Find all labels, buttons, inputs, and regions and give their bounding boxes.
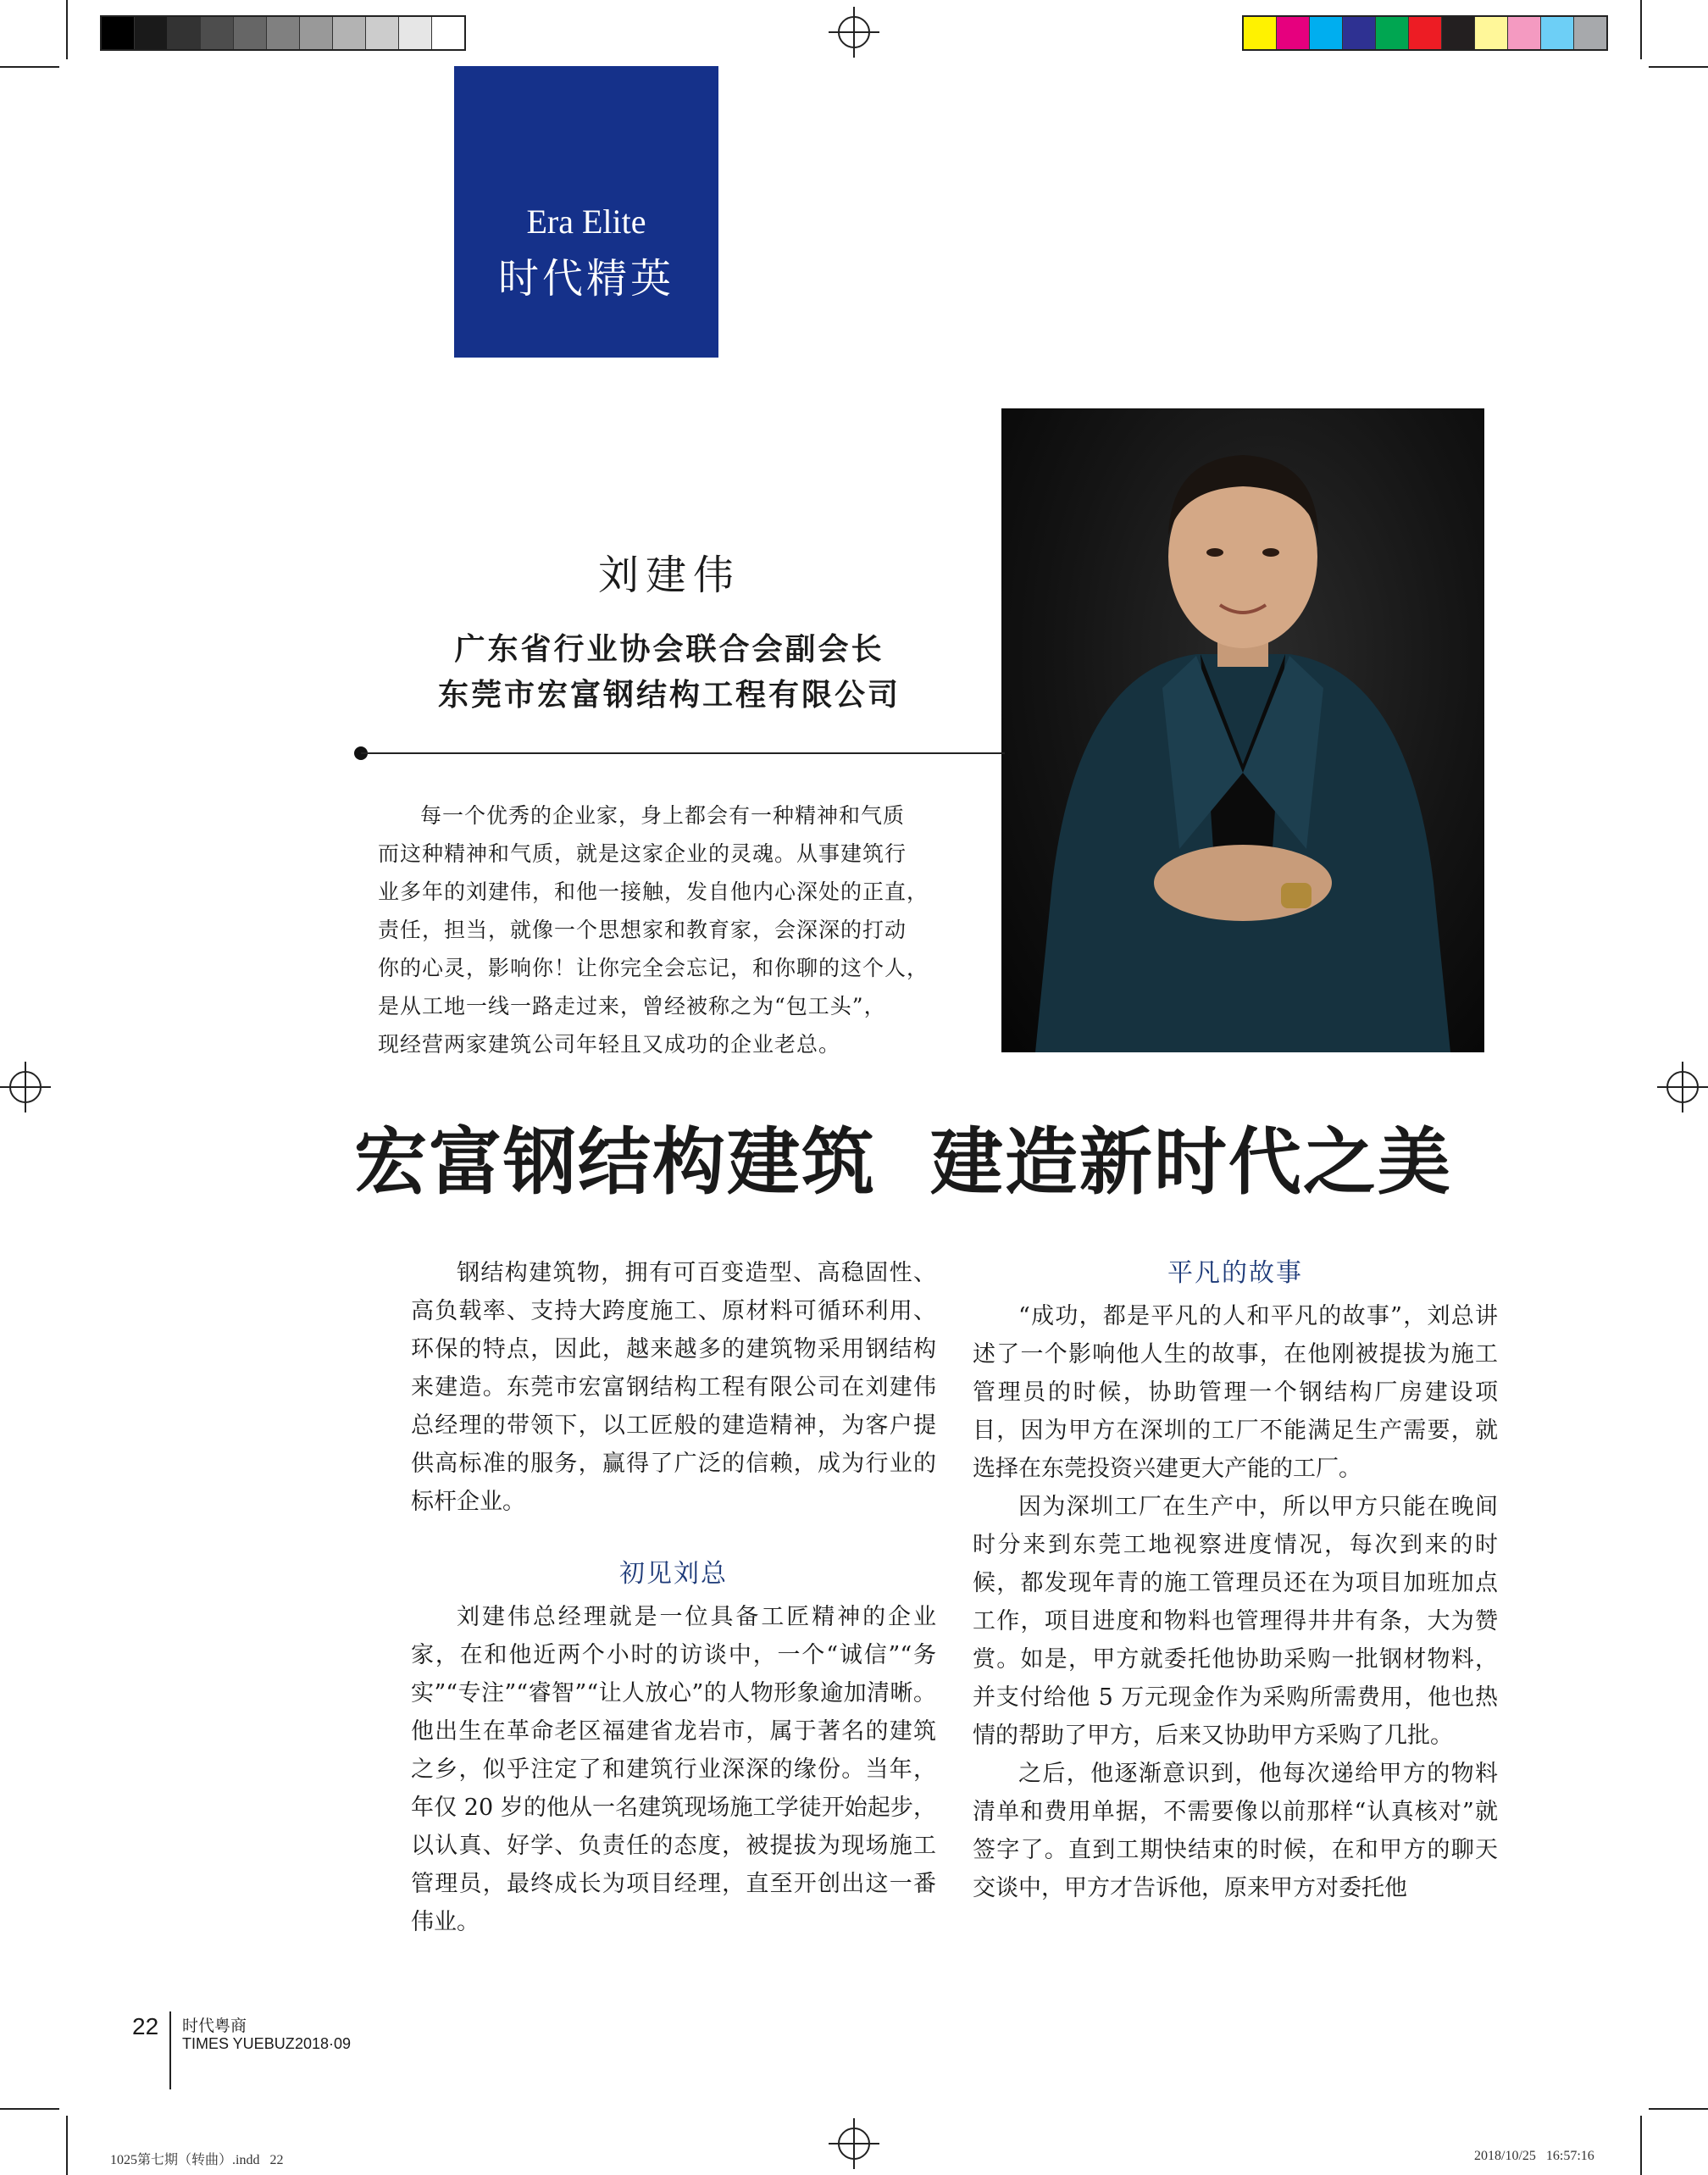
person-title-line1: 广东省行业协会联合会副会长 bbox=[454, 631, 884, 667]
person-name: 刘建伟 bbox=[597, 552, 740, 599]
color-swatch bbox=[135, 17, 168, 49]
color-swatch bbox=[234, 17, 267, 49]
section-subhead: 初见刘总 bbox=[619, 1559, 728, 1589]
crop-mark bbox=[0, 66, 59, 68]
color-swatch bbox=[399, 17, 432, 49]
color-swatch bbox=[1277, 17, 1310, 49]
crop-mark bbox=[1649, 2108, 1708, 2110]
body-paragraph: 钢结构建筑物，拥有可百变造型、高稳固性、高负载率、支持大跨度施工、原材料可循环利用、环保的特点，因此，越来越多的建筑物采用钢结构来建造。东莞市宏富钢结构工程有限公司在刘建伟总经理的带领下，以工匠般的建造精神，为客户提供高标准的服务，赢得了广泛的信赖，成为行业的标杆企业。 bbox=[411, 1260, 936, 1515]
crop-mark bbox=[0, 2108, 59, 2110]
right-column bbox=[973, 1254, 1498, 1907]
footer-rule bbox=[169, 2011, 171, 2089]
color-swatch bbox=[1376, 17, 1409, 49]
color-swatch bbox=[432, 17, 464, 49]
color-swatch bbox=[333, 17, 366, 49]
color-swatch bbox=[1475, 17, 1508, 49]
issue-date: 2018·09 bbox=[295, 2035, 352, 2052]
print-slug-time: 2018/10/25 16:57:16 bbox=[1474, 2149, 1594, 2163]
color-swatch bbox=[1343, 17, 1376, 49]
print-slug-file: 1025第七期（转曲）.indd 22 bbox=[110, 2153, 284, 2167]
portrait-photo bbox=[1001, 408, 1484, 1052]
color-swatch bbox=[300, 17, 333, 49]
color-swatch bbox=[102, 17, 135, 49]
registration-mark-icon bbox=[829, 7, 879, 58]
intro-paragraph bbox=[378, 796, 962, 1063]
registration-mark-icon bbox=[0, 1062, 51, 1112]
article-headline: 宏富钢结构建筑 建造新时代之美 bbox=[354, 1119, 1452, 1205]
body-paragraph: 刘建伟总经理就是一位具备工匠精神的企业家，在和他近两个小时的访谈中，一个“诚信”“务实”“专注”“睿智”“让人放心”的人物形象逾加清晰。他出生在革命老区福建省龙岩市，属于著名的建筑之乡，似乎注定了和建筑行业深深的缘份。当年，年仅 20 岁的他从一名建筑现场施工学徒开始起步，以认真、好学、负责任的态度，被提拔为现场施工管理员，最终成长为项目经理，直至开创出这一番伟业。 bbox=[411, 1604, 936, 1935]
intro-line: 业多年的刘建伟，和他一接触，发自他内心深处的正直， bbox=[378, 879, 929, 904]
page-number: 22 bbox=[132, 2013, 159, 2039]
color-swatch bbox=[1508, 17, 1541, 49]
grayscale-color-bar bbox=[100, 15, 466, 51]
crop-mark bbox=[1640, 2116, 1642, 2175]
portrait-figure-icon bbox=[1001, 408, 1484, 1052]
intro-line: 而这种精神和气质，就是这家企业的灵魂。从事建筑行 bbox=[378, 841, 907, 866]
intro-line: 你的心灵，影响你！让你完全会忘记，和你聊的这个人， bbox=[378, 956, 929, 980]
color-swatch bbox=[1442, 17, 1475, 49]
crop-mark bbox=[66, 0, 68, 59]
crop-mark bbox=[1649, 66, 1708, 68]
color-swatch bbox=[201, 17, 234, 49]
publication-name-cn: 时代粤商 bbox=[182, 2017, 247, 2035]
section-tag-cn: 时代精英 bbox=[497, 255, 674, 302]
color-swatch bbox=[1409, 17, 1442, 49]
color-swatch bbox=[1541, 17, 1574, 49]
color-swatch bbox=[366, 17, 399, 49]
left-column bbox=[411, 1254, 936, 1941]
color-swatch bbox=[267, 17, 300, 49]
intro-line: 是从工地一线一路走过来，曾经被称之为“包工头”， bbox=[378, 994, 886, 1018]
section-tag bbox=[454, 66, 718, 358]
registration-mark-icon bbox=[1657, 1062, 1708, 1112]
section-subhead: 平凡的故事 bbox=[1167, 1258, 1303, 1288]
intro-line: 现经营两家建筑公司年轻且又成功的企业老总。 bbox=[378, 1032, 841, 1057]
publication-name-en: TIMES YUEBUZ bbox=[182, 2035, 295, 2052]
color-swatch bbox=[168, 17, 201, 49]
body-paragraph: 因为深圳工厂在生产中，所以甲方只能在晚间时分来到东莞工地视察进度情况，每次到来的时候，都发现年青的施工管理员还在为项目加班加点工作，项目进度和物料也管理得井井有条，大为赞赏。如是，甲方就委托他协助采购一批钢材物料，并支付给他 5 万元现金作为采购所需费用，他也热情的帮助了甲方，后来又协助甲方采购了几批。 bbox=[973, 1494, 1498, 1749]
body-paragraph: 之后，他逐渐意识到，他每次递给甲方的物料清单和费用单据，不需要像以前那样“认真核对”就签字了。直到工期快结束的时候，在和甲方的聊天交谈中，甲方才告诉他，原来甲方对委托他 bbox=[973, 1761, 1498, 1901]
intro-line: 责任，担当，就像一个思想家和教育家，会深深的打动 bbox=[378, 918, 907, 942]
crop-mark bbox=[66, 2116, 68, 2175]
person-title-line2: 东莞市宏富钢结构工程有限公司 bbox=[437, 677, 901, 713]
body-paragraph: “成功，都是平凡的人和平凡的故事”，刘总讲述了一个影响他人生的故事，在他刚被提拔为施工管理员的时候，协助管理一个钢结构厂房建设项目，因为甲方在深圳的工厂不能满足生产需要，就选择在东莞投资兴建更大产能的工厂。 bbox=[973, 1303, 1498, 1482]
divider-rule bbox=[361, 752, 1005, 754]
color-swatch bbox=[1244, 17, 1277, 49]
color-swatch bbox=[1310, 17, 1343, 49]
registration-mark-icon bbox=[829, 2118, 879, 2169]
process-color-bar bbox=[1242, 15, 1608, 51]
color-swatch bbox=[1574, 17, 1606, 49]
section-tag-en: Era Elite bbox=[526, 203, 646, 241]
intro-line: 每一个优秀的企业家，身上都会有一种精神和气质 bbox=[420, 803, 906, 828]
crop-mark bbox=[1640, 0, 1642, 59]
